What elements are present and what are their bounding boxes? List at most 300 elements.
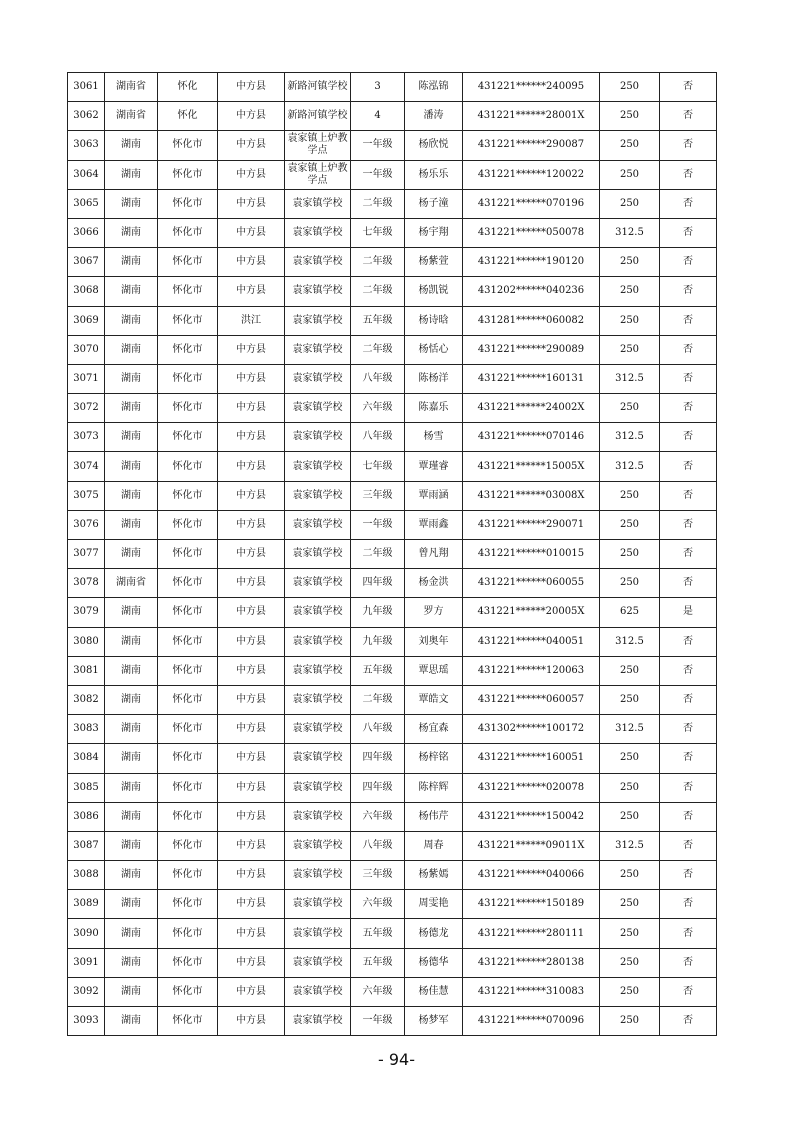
flag-cell: 否 bbox=[660, 802, 717, 831]
city-cell: 怀化市 bbox=[158, 248, 218, 277]
table-row bbox=[68, 540, 717, 569]
province-cell: 湖南 bbox=[105, 218, 158, 247]
id-number-cell: 431221******290087 bbox=[463, 131, 600, 160]
county-cell: 中方县 bbox=[218, 744, 285, 773]
province-cell: 湖南省 bbox=[105, 102, 158, 131]
student-name-cell: 罗方 bbox=[405, 598, 463, 627]
school-cell: 袁家镇学校 bbox=[285, 481, 351, 510]
amount-cell: 250 bbox=[600, 1007, 660, 1036]
table-row bbox=[68, 452, 717, 481]
id-number-cell: 431221******150189 bbox=[463, 890, 600, 919]
table-row bbox=[68, 744, 717, 773]
student-name-cell: 杨雪 bbox=[405, 423, 463, 452]
amount-cell: 250 bbox=[600, 977, 660, 1006]
row-number-cell: 3086 bbox=[68, 802, 105, 831]
province-cell: 湖南 bbox=[105, 335, 158, 364]
id-number-cell: 431221******070146 bbox=[463, 423, 600, 452]
id-number-cell: 431221******20005X bbox=[463, 598, 600, 627]
school-cell: 袁家镇上炉教学点 bbox=[285, 160, 351, 189]
student-name-cell: 陈梓辉 bbox=[405, 773, 463, 802]
table-row bbox=[68, 189, 717, 218]
province-cell: 湖南 bbox=[105, 977, 158, 1006]
school-cell: 新路河镇学校 bbox=[285, 73, 351, 102]
row-number-cell: 3085 bbox=[68, 773, 105, 802]
flag-cell: 否 bbox=[660, 715, 717, 744]
student-name-cell: 杨德华 bbox=[405, 948, 463, 977]
amount-cell: 250 bbox=[600, 189, 660, 218]
student-name-cell: 杨乐乐 bbox=[405, 160, 463, 189]
id-number-cell: 431221******190120 bbox=[463, 248, 600, 277]
city-cell: 怀化市 bbox=[158, 452, 218, 481]
province-cell: 湖南 bbox=[105, 715, 158, 744]
school-cell: 袁家镇学校 bbox=[285, 1007, 351, 1036]
city-cell: 怀化市 bbox=[158, 861, 218, 890]
table-row bbox=[68, 218, 717, 247]
table-row bbox=[68, 685, 717, 714]
school-cell: 袁家镇学校 bbox=[285, 890, 351, 919]
flag-cell: 否 bbox=[660, 306, 717, 335]
county-cell: 中方县 bbox=[218, 977, 285, 1006]
amount-cell: 250 bbox=[600, 248, 660, 277]
table-row bbox=[68, 335, 717, 364]
table-row bbox=[68, 364, 717, 393]
province-cell: 湖南 bbox=[105, 627, 158, 656]
grade-cell: 八年级 bbox=[351, 831, 405, 860]
flag-cell: 否 bbox=[660, 394, 717, 423]
grade-cell: 九年级 bbox=[351, 598, 405, 627]
flag-cell: 否 bbox=[660, 510, 717, 539]
province-cell: 湖南 bbox=[105, 656, 158, 685]
table-row bbox=[68, 569, 717, 598]
school-cell: 袁家镇学校 bbox=[285, 510, 351, 539]
table-row bbox=[68, 948, 717, 977]
city-cell: 怀化市 bbox=[158, 160, 218, 189]
county-cell: 中方县 bbox=[218, 160, 285, 189]
row-number-cell: 3078 bbox=[68, 569, 105, 598]
city-cell: 怀化市 bbox=[158, 540, 218, 569]
id-number-cell: 431221******060057 bbox=[463, 685, 600, 714]
grade-cell: 四年级 bbox=[351, 744, 405, 773]
table-row bbox=[68, 598, 717, 627]
amount-cell: 250 bbox=[600, 656, 660, 685]
flag-cell: 否 bbox=[660, 248, 717, 277]
id-number-cell: 431221******24002X bbox=[463, 394, 600, 423]
id-number-cell: 431221******070196 bbox=[463, 189, 600, 218]
county-cell: 中方县 bbox=[218, 335, 285, 364]
county-cell: 中方县 bbox=[218, 919, 285, 948]
school-cell: 袁家镇学校 bbox=[285, 773, 351, 802]
student-name-cell: 陈泓锦 bbox=[405, 73, 463, 102]
grade-cell: 一年级 bbox=[351, 131, 405, 160]
table-row bbox=[68, 248, 717, 277]
row-number-cell: 3065 bbox=[68, 189, 105, 218]
province-cell: 湖南 bbox=[105, 890, 158, 919]
flag-cell: 否 bbox=[660, 423, 717, 452]
student-name-cell: 覃雨涵 bbox=[405, 481, 463, 510]
amount-cell: 250 bbox=[600, 102, 660, 131]
student-name-cell: 杨紫嫣 bbox=[405, 861, 463, 890]
city-cell: 怀化市 bbox=[158, 1007, 218, 1036]
table-row bbox=[68, 394, 717, 423]
table-row bbox=[68, 306, 717, 335]
row-number-cell: 3088 bbox=[68, 861, 105, 890]
city-cell: 怀化市 bbox=[158, 773, 218, 802]
city-cell: 怀化市 bbox=[158, 335, 218, 364]
county-cell: 中方县 bbox=[218, 569, 285, 598]
page-number: - 94- bbox=[378, 1050, 415, 1069]
id-number-cell: 431221******15005X bbox=[463, 452, 600, 481]
student-name-cell: 杨伟芹 bbox=[405, 802, 463, 831]
table-row bbox=[68, 773, 717, 802]
grade-cell: 二年级 bbox=[351, 540, 405, 569]
flag-cell: 否 bbox=[660, 773, 717, 802]
city-cell: 怀化市 bbox=[158, 656, 218, 685]
flag-cell: 否 bbox=[660, 919, 717, 948]
amount-cell: 250 bbox=[600, 890, 660, 919]
school-cell: 袁家镇学校 bbox=[285, 685, 351, 714]
student-name-cell: 杨欣悦 bbox=[405, 131, 463, 160]
province-cell: 湖南 bbox=[105, 598, 158, 627]
province-cell: 湖南 bbox=[105, 540, 158, 569]
county-cell: 中方县 bbox=[218, 102, 285, 131]
province-cell: 湖南 bbox=[105, 481, 158, 510]
table-row bbox=[68, 627, 717, 656]
grade-cell: 九年级 bbox=[351, 627, 405, 656]
flag-cell: 否 bbox=[660, 277, 717, 306]
county-cell: 中方县 bbox=[218, 248, 285, 277]
county-cell: 中方县 bbox=[218, 948, 285, 977]
row-number-cell: 3089 bbox=[68, 890, 105, 919]
flag-cell: 否 bbox=[660, 218, 717, 247]
county-cell: 中方县 bbox=[218, 598, 285, 627]
amount-cell: 625 bbox=[600, 598, 660, 627]
grade-cell: 二年级 bbox=[351, 685, 405, 714]
grade-cell: 一年级 bbox=[351, 160, 405, 189]
student-name-cell: 杨紫萱 bbox=[405, 248, 463, 277]
county-cell: 中方县 bbox=[218, 831, 285, 860]
id-number-cell: 431221******150042 bbox=[463, 802, 600, 831]
student-name-cell: 杨德龙 bbox=[405, 919, 463, 948]
school-cell: 袁家镇学校 bbox=[285, 977, 351, 1006]
amount-cell: 250 bbox=[600, 160, 660, 189]
grade-cell: 二年级 bbox=[351, 277, 405, 306]
id-number-cell: 431221******010015 bbox=[463, 540, 600, 569]
student-name-cell: 杨佳慧 bbox=[405, 977, 463, 1006]
school-cell: 袁家镇学校 bbox=[285, 394, 351, 423]
amount-cell: 312.5 bbox=[600, 831, 660, 860]
id-number-cell: 431221******040051 bbox=[463, 627, 600, 656]
province-cell: 湖南 bbox=[105, 773, 158, 802]
flag-cell: 否 bbox=[660, 948, 717, 977]
amount-cell: 250 bbox=[600, 569, 660, 598]
province-cell: 湖南 bbox=[105, 277, 158, 306]
id-number-cell: 431221******160131 bbox=[463, 364, 600, 393]
table-row bbox=[68, 977, 717, 1006]
school-cell: 袁家镇学校 bbox=[285, 277, 351, 306]
province-cell: 湖南 bbox=[105, 510, 158, 539]
county-cell: 中方县 bbox=[218, 627, 285, 656]
province-cell: 湖南 bbox=[105, 248, 158, 277]
table-row bbox=[68, 1007, 717, 1036]
amount-cell: 312.5 bbox=[600, 452, 660, 481]
amount-cell: 250 bbox=[600, 306, 660, 335]
school-cell: 袁家镇学校 bbox=[285, 569, 351, 598]
county-cell: 中方县 bbox=[218, 656, 285, 685]
school-cell: 袁家镇学校 bbox=[285, 802, 351, 831]
city-cell: 怀化市 bbox=[158, 948, 218, 977]
row-number-cell: 3080 bbox=[68, 627, 105, 656]
amount-cell: 250 bbox=[600, 861, 660, 890]
city-cell: 怀化市 bbox=[158, 831, 218, 860]
table-row bbox=[68, 656, 717, 685]
amount-cell: 312.5 bbox=[600, 423, 660, 452]
student-name-cell: 覃雨鑫 bbox=[405, 510, 463, 539]
grade-cell: 七年级 bbox=[351, 218, 405, 247]
id-number-cell: 431202******040236 bbox=[463, 277, 600, 306]
city-cell: 怀化市 bbox=[158, 277, 218, 306]
province-cell: 湖南 bbox=[105, 1007, 158, 1036]
province-cell: 湖南 bbox=[105, 948, 158, 977]
county-cell: 中方县 bbox=[218, 131, 285, 160]
flag-cell: 否 bbox=[660, 160, 717, 189]
table-row bbox=[68, 890, 717, 919]
grade-cell: 三年级 bbox=[351, 861, 405, 890]
row-number-cell: 3074 bbox=[68, 452, 105, 481]
row-number-cell: 3064 bbox=[68, 160, 105, 189]
province-cell: 湖南 bbox=[105, 423, 158, 452]
amount-cell: 250 bbox=[600, 510, 660, 539]
province-cell: 湖南 bbox=[105, 919, 158, 948]
province-cell: 湖南 bbox=[105, 394, 158, 423]
flag-cell: 否 bbox=[660, 831, 717, 860]
school-cell: 袁家镇学校 bbox=[285, 189, 351, 218]
id-number-cell: 431221******160051 bbox=[463, 744, 600, 773]
county-cell: 中方县 bbox=[218, 481, 285, 510]
amount-cell: 250 bbox=[600, 481, 660, 510]
table-row bbox=[68, 510, 717, 539]
city-cell: 怀化市 bbox=[158, 218, 218, 247]
table-row bbox=[68, 715, 717, 744]
grade-cell: 五年级 bbox=[351, 948, 405, 977]
row-number-cell: 3061 bbox=[68, 73, 105, 102]
records-table-container bbox=[67, 72, 716, 1036]
table-row bbox=[68, 131, 717, 160]
flag-cell: 是 bbox=[660, 598, 717, 627]
grade-cell: 五年级 bbox=[351, 306, 405, 335]
student-name-cell: 杨宇翔 bbox=[405, 218, 463, 247]
city-cell: 怀化市 bbox=[158, 890, 218, 919]
student-name-cell: 覃思瑶 bbox=[405, 656, 463, 685]
id-number-cell: 431221******03008X bbox=[463, 481, 600, 510]
city-cell: 怀化市 bbox=[158, 510, 218, 539]
student-name-cell: 杨凯锐 bbox=[405, 277, 463, 306]
amount-cell: 312.5 bbox=[600, 364, 660, 393]
id-number-cell: 431221******310083 bbox=[463, 977, 600, 1006]
amount-cell: 250 bbox=[600, 948, 660, 977]
city-cell: 怀化市 bbox=[158, 627, 218, 656]
school-cell: 袁家镇学校 bbox=[285, 831, 351, 860]
province-cell: 湖南 bbox=[105, 685, 158, 714]
grade-cell: 3 bbox=[351, 73, 405, 102]
county-cell: 中方县 bbox=[218, 540, 285, 569]
province-cell: 湖南省 bbox=[105, 73, 158, 102]
county-cell: 中方县 bbox=[218, 510, 285, 539]
flag-cell: 否 bbox=[660, 861, 717, 890]
school-cell: 袁家镇学校 bbox=[285, 540, 351, 569]
school-cell: 袁家镇学校 bbox=[285, 335, 351, 364]
city-cell: 怀化市 bbox=[158, 715, 218, 744]
grade-cell: 三年级 bbox=[351, 481, 405, 510]
flag-cell: 否 bbox=[660, 1007, 717, 1036]
amount-cell: 250 bbox=[600, 540, 660, 569]
id-number-cell: 431221******070096 bbox=[463, 1007, 600, 1036]
county-cell: 中方县 bbox=[218, 218, 285, 247]
flag-cell: 否 bbox=[660, 685, 717, 714]
province-cell: 湖南 bbox=[105, 131, 158, 160]
table-row bbox=[68, 160, 717, 189]
student-name-cell: 杨恬心 bbox=[405, 335, 463, 364]
id-number-cell: 431221******28001X bbox=[463, 102, 600, 131]
school-cell: 袁家镇学校 bbox=[285, 948, 351, 977]
row-number-cell: 3070 bbox=[68, 335, 105, 364]
table-row bbox=[68, 802, 717, 831]
row-number-cell: 3076 bbox=[68, 510, 105, 539]
grade-cell: 八年级 bbox=[351, 364, 405, 393]
county-cell: 中方县 bbox=[218, 394, 285, 423]
row-number-cell: 3071 bbox=[68, 364, 105, 393]
city-cell: 怀化市 bbox=[158, 802, 218, 831]
amount-cell: 312.5 bbox=[600, 218, 660, 247]
grade-cell: 五年级 bbox=[351, 919, 405, 948]
row-number-cell: 3093 bbox=[68, 1007, 105, 1036]
amount-cell: 250 bbox=[600, 131, 660, 160]
county-cell: 中方县 bbox=[218, 189, 285, 218]
row-number-cell: 3067 bbox=[68, 248, 105, 277]
city-cell: 怀化市 bbox=[158, 919, 218, 948]
table-row bbox=[68, 481, 717, 510]
table-row bbox=[68, 919, 717, 948]
flag-cell: 否 bbox=[660, 131, 717, 160]
grade-cell: 四年级 bbox=[351, 773, 405, 802]
row-number-cell: 3092 bbox=[68, 977, 105, 1006]
school-cell: 袁家镇学校 bbox=[285, 919, 351, 948]
id-number-cell: 431281******060082 bbox=[463, 306, 600, 335]
row-number-cell: 3087 bbox=[68, 831, 105, 860]
county-cell: 中方县 bbox=[218, 861, 285, 890]
grade-cell: 七年级 bbox=[351, 452, 405, 481]
school-cell: 袁家镇学校 bbox=[285, 452, 351, 481]
school-cell: 袁家镇学校 bbox=[285, 423, 351, 452]
flag-cell: 否 bbox=[660, 189, 717, 218]
id-number-cell: 431221******280111 bbox=[463, 919, 600, 948]
student-name-cell: 周雯艳 bbox=[405, 890, 463, 919]
school-cell: 新路河镇学校 bbox=[285, 102, 351, 131]
grade-cell: 六年级 bbox=[351, 977, 405, 1006]
id-number-cell: 431221******020078 bbox=[463, 773, 600, 802]
row-number-cell: 3073 bbox=[68, 423, 105, 452]
row-number-cell: 3077 bbox=[68, 540, 105, 569]
row-number-cell: 3068 bbox=[68, 277, 105, 306]
student-name-cell: 周春 bbox=[405, 831, 463, 860]
province-cell: 湖南 bbox=[105, 364, 158, 393]
grade-cell: 八年级 bbox=[351, 715, 405, 744]
county-cell: 中方县 bbox=[218, 773, 285, 802]
amount-cell: 250 bbox=[600, 335, 660, 364]
flag-cell: 否 bbox=[660, 364, 717, 393]
province-cell: 湖南 bbox=[105, 861, 158, 890]
flag-cell: 否 bbox=[660, 335, 717, 364]
student-name-cell: 覃皓文 bbox=[405, 685, 463, 714]
flag-cell: 否 bbox=[660, 569, 717, 598]
city-cell: 怀化市 bbox=[158, 977, 218, 1006]
flag-cell: 否 bbox=[660, 627, 717, 656]
province-cell: 湖南 bbox=[105, 802, 158, 831]
province-cell: 湖南 bbox=[105, 306, 158, 335]
row-number-cell: 3083 bbox=[68, 715, 105, 744]
amount-cell: 250 bbox=[600, 394, 660, 423]
table-row bbox=[68, 102, 717, 131]
county-cell: 中方县 bbox=[218, 1007, 285, 1036]
amount-cell: 250 bbox=[600, 744, 660, 773]
student-name-cell: 陈杨洋 bbox=[405, 364, 463, 393]
grade-cell: 五年级 bbox=[351, 656, 405, 685]
row-number-cell: 3075 bbox=[68, 481, 105, 510]
id-number-cell: 431221******09011X bbox=[463, 831, 600, 860]
city-cell: 怀化市 bbox=[158, 685, 218, 714]
row-number-cell: 3082 bbox=[68, 685, 105, 714]
row-number-cell: 3084 bbox=[68, 744, 105, 773]
grade-cell: 六年级 bbox=[351, 802, 405, 831]
id-number-cell: 431221******280138 bbox=[463, 948, 600, 977]
student-name-cell: 陈嘉乐 bbox=[405, 394, 463, 423]
province-cell: 湖南省 bbox=[105, 569, 158, 598]
id-number-cell: 431221******060055 bbox=[463, 569, 600, 598]
grade-cell: 四年级 bbox=[351, 569, 405, 598]
county-cell: 中方县 bbox=[218, 685, 285, 714]
flag-cell: 否 bbox=[660, 481, 717, 510]
id-number-cell: 431221******040066 bbox=[463, 861, 600, 890]
county-cell: 中方县 bbox=[218, 715, 285, 744]
flag-cell: 否 bbox=[660, 744, 717, 773]
amount-cell: 250 bbox=[600, 802, 660, 831]
school-cell: 袁家镇学校 bbox=[285, 861, 351, 890]
city-cell: 怀化市 bbox=[158, 423, 218, 452]
id-number-cell: 431221******290071 bbox=[463, 510, 600, 539]
id-number-cell: 431221******240095 bbox=[463, 73, 600, 102]
flag-cell: 否 bbox=[660, 73, 717, 102]
table-row bbox=[68, 831, 717, 860]
id-number-cell: 431221******290089 bbox=[463, 335, 600, 364]
table-row bbox=[68, 423, 717, 452]
city-cell: 怀化市 bbox=[158, 481, 218, 510]
school-cell: 袁家镇学校 bbox=[285, 364, 351, 393]
school-cell: 袁家镇学校 bbox=[285, 598, 351, 627]
province-cell: 湖南 bbox=[105, 831, 158, 860]
province-cell: 湖南 bbox=[105, 189, 158, 218]
school-cell: 袁家镇学校 bbox=[285, 627, 351, 656]
row-number-cell: 3090 bbox=[68, 919, 105, 948]
province-cell: 湖南 bbox=[105, 160, 158, 189]
table-row bbox=[68, 277, 717, 306]
student-name-cell: 杨诗晗 bbox=[405, 306, 463, 335]
county-cell: 中方县 bbox=[218, 73, 285, 102]
city-cell: 怀化市 bbox=[158, 569, 218, 598]
province-cell: 湖南 bbox=[105, 744, 158, 773]
county-cell: 中方县 bbox=[218, 890, 285, 919]
student-name-cell: 刘奥年 bbox=[405, 627, 463, 656]
city-cell: 怀化市 bbox=[158, 364, 218, 393]
flag-cell: 否 bbox=[660, 890, 717, 919]
